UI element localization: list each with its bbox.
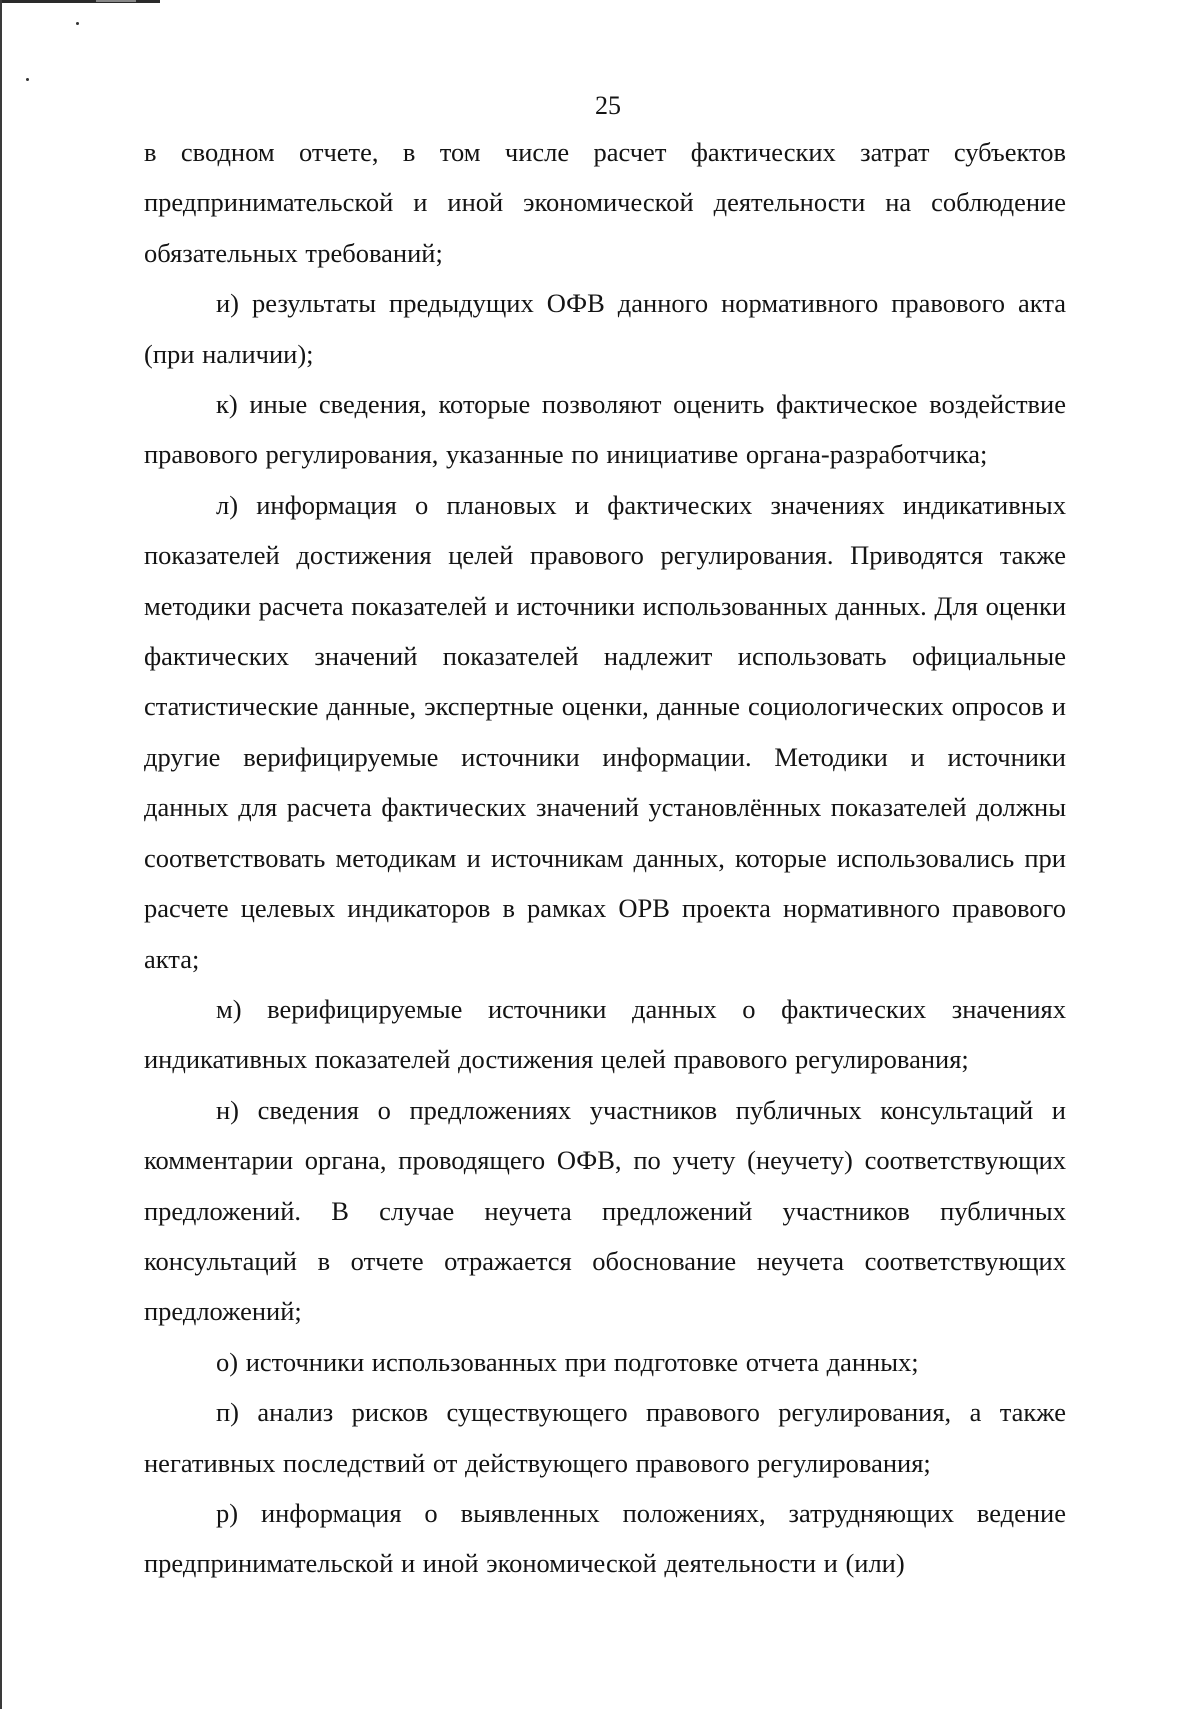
paragraph-item-m: м) верифицируемые источники данных о фактических значениях индикативных показателей достижения целей правового регулирования;: [144, 993, 1066, 1075]
paragraph-item-p: п) анализ рисков существующего правового регулирования, а также негативных последствий от действующего правового регулирования;: [144, 1397, 1066, 1478]
paragraph-item-n: н) сведения о предложениях участников публичных консультаций и комментарии органа, проводящего ОФВ, по учету (неучету) соответствующих предложений. В случае неучета предложений участников публичных консультаций в отчете отражается обоснование неучета соответствующих предложений;: [144, 1094, 1066, 1327]
scan-edge-mark: [0, 0, 160, 3]
page-number: 25: [595, 91, 621, 120]
paragraph-item-o: о) источники использованных при подготовке отчета данных;: [216, 1346, 919, 1377]
document-body: [144, 127, 1066, 1589]
scan-speck: [26, 78, 29, 81]
paragraph-item-k: к) иные сведения, которые позволяют оценить фактическое воздействие правового регулирования, указанные по инициативе органа-разработчика;: [144, 389, 1066, 470]
scan-left-edge: [0, 0, 2, 1709]
paragraph-item-i: и) результаты предыдущих ОФВ данного нормативного правового акта (при наличии);: [144, 288, 1066, 369]
paragraph-item-l: л) информация о плановых и фактических значениях индикативных показателей достижения целей правового регулирования. Приводятся также методики расчета показателей и источники использованных данных. Для оценки фактических значений показателей надлежит использовать официальные статистические данные, экспертные оценки, данные социологических опросов и другие верифицируемые источники информации. Методики и источники данных для расчета фактических значений установлённых показателей должны соответствовать методикам и источникам данных, которые использовались при расчете целевых индикаторов в рамках ОРВ проекта нормативного правового акта;: [144, 489, 1066, 974]
scan-edge-mark: [96, 0, 136, 2]
scan-speck: [76, 22, 79, 25]
paragraph-continuation: в сводном отчете, в том числе расчет фактических затрат субъектов предпринимательской и иной экономической деятельности на соблюдение обязательных требований;: [144, 137, 1066, 268]
paragraph-item-r: р) информация о выявленных положениях, затрудняющих ведение предпринимательской и иной экономической деятельности и (или): [144, 1497, 1066, 1579]
